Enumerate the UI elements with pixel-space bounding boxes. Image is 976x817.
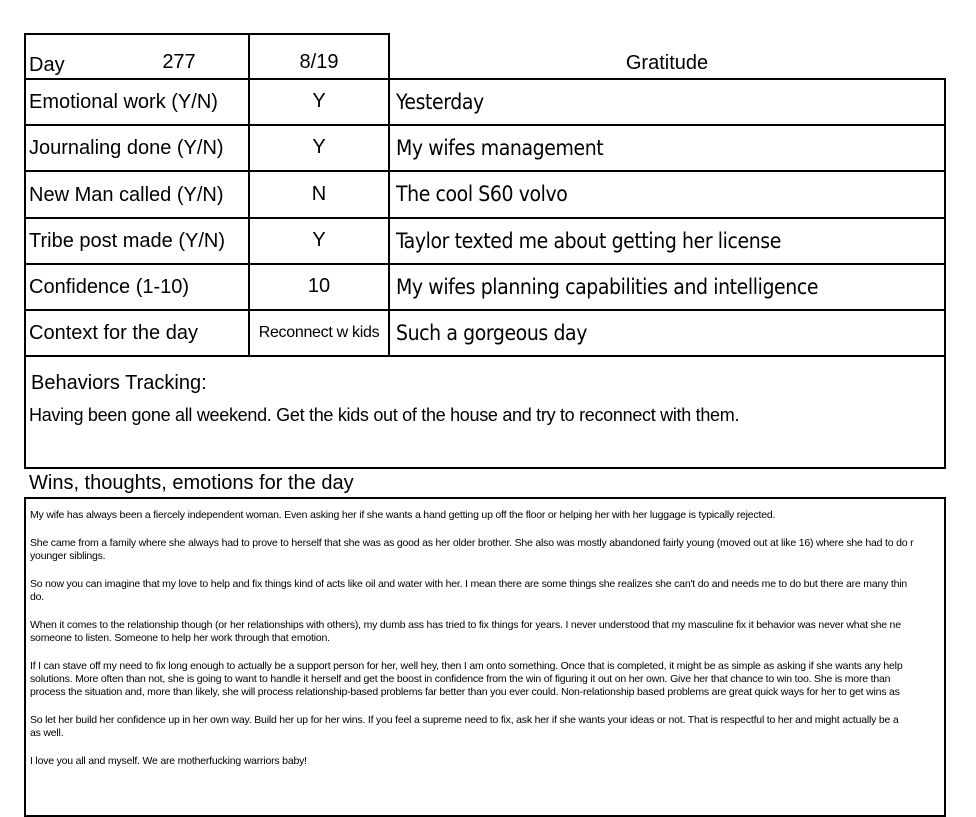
day-number: 277	[162, 50, 196, 73]
new-man-called-value: N	[311, 182, 327, 205]
gratitude-item: My wifes management	[396, 135, 604, 160]
table-border-top	[24, 33, 390, 35]
journal-paragraph: She came from a family where she always had to prove to herself that she was as good as her older brother. She also was mostly abandoned fairly young (moved out at like 16) where she had to do r younger siblings.	[30, 537, 914, 562]
gratitude-item: Yesterday	[396, 89, 484, 114]
date-value: 8/19	[299, 50, 339, 73]
journal-paragraph: So let her build her confidence up in her own way. Build her up for her wins. If you feel a supreme need to fix, ask her if she wants your ideas or not. That is respectful to her and might actually be a as well.	[30, 714, 899, 739]
gratitude-item: My wifes planning capabilities and intelligence	[396, 274, 819, 299]
behaviors-title: Behaviors Tracking:	[31, 372, 207, 394]
behaviors-text: Having been gone all weekend. Get the kids out of the house and try to reconnect with them.	[29, 405, 740, 425]
row-divider	[24, 355, 946, 357]
gratitude-header: Gratitude	[625, 51, 709, 74]
journal-paragraph: If I can stave off my need to fix long enough to actually be a support person for her, well hey, then I am onto something. Once that is completed, it might be as simple as asking if she wants any help solutions. More often than not, she is going to want to handle it herself and get the boost in confidence from the win of figuring it out on her own. Give her that chance to win too. She is more than process the situation and, more than likely, she will process relationship-based problems far better than you ever could. Non-relationship based problems are great quick ways for her to get wins as	[30, 660, 903, 698]
gratitude-item: Such a gorgeous day	[396, 320, 588, 345]
confidence-value: 10	[307, 275, 331, 297]
day-label: Day	[29, 53, 65, 76]
gratitude-item: Taylor texted me about getting her license	[396, 228, 781, 253]
context-label: Context for the day	[29, 322, 198, 344]
emotional-work-label: Emotional work (Y/N)	[29, 91, 218, 113]
table-border-bottom	[24, 467, 946, 469]
journal-paragraph: So now you can imagine that my love to help and fix things kind of acts like oil and water with her. I mean there are some things she realizes she can't do and needs me to do but there are many thin do.	[30, 578, 908, 603]
journaling-value: Y	[312, 136, 326, 158]
wins-title: Wins, thoughts, emotions for the day	[29, 472, 354, 494]
journal-paragraph: I love you all and myself. We are motherfucking warriors baby!	[30, 755, 307, 767]
wins-journal-box	[24, 497, 946, 817]
tribe-post-label: Tribe post made (Y/N)	[29, 230, 225, 252]
journaling-label: Journaling done (Y/N)	[29, 137, 224, 159]
new-man-called-label: New Man called (Y/N)	[29, 183, 224, 206]
gratitude-item: The cool S60 volvo	[396, 182, 568, 206]
tribe-post-value: Y	[312, 229, 326, 251]
context-value: Reconnect w kids	[258, 323, 380, 341]
journal-paragraph: When it comes to the relationship though (or her relationships with others), my dumb ass has tried to fix things for years. I never understood that my masculine fix it behavior was never what she ne someone to listen. Someone to help her work through that emotion.	[30, 619, 901, 644]
confidence-label: Confidence (1-10)	[29, 276, 190, 298]
emotional-work-value: Y	[312, 90, 326, 112]
journal-paragraph: My wife has always been a fiercely independent woman. Even asking her if she wants a hand getting up off the floor or helping her with her luggage is typically rejected.	[30, 509, 776, 521]
